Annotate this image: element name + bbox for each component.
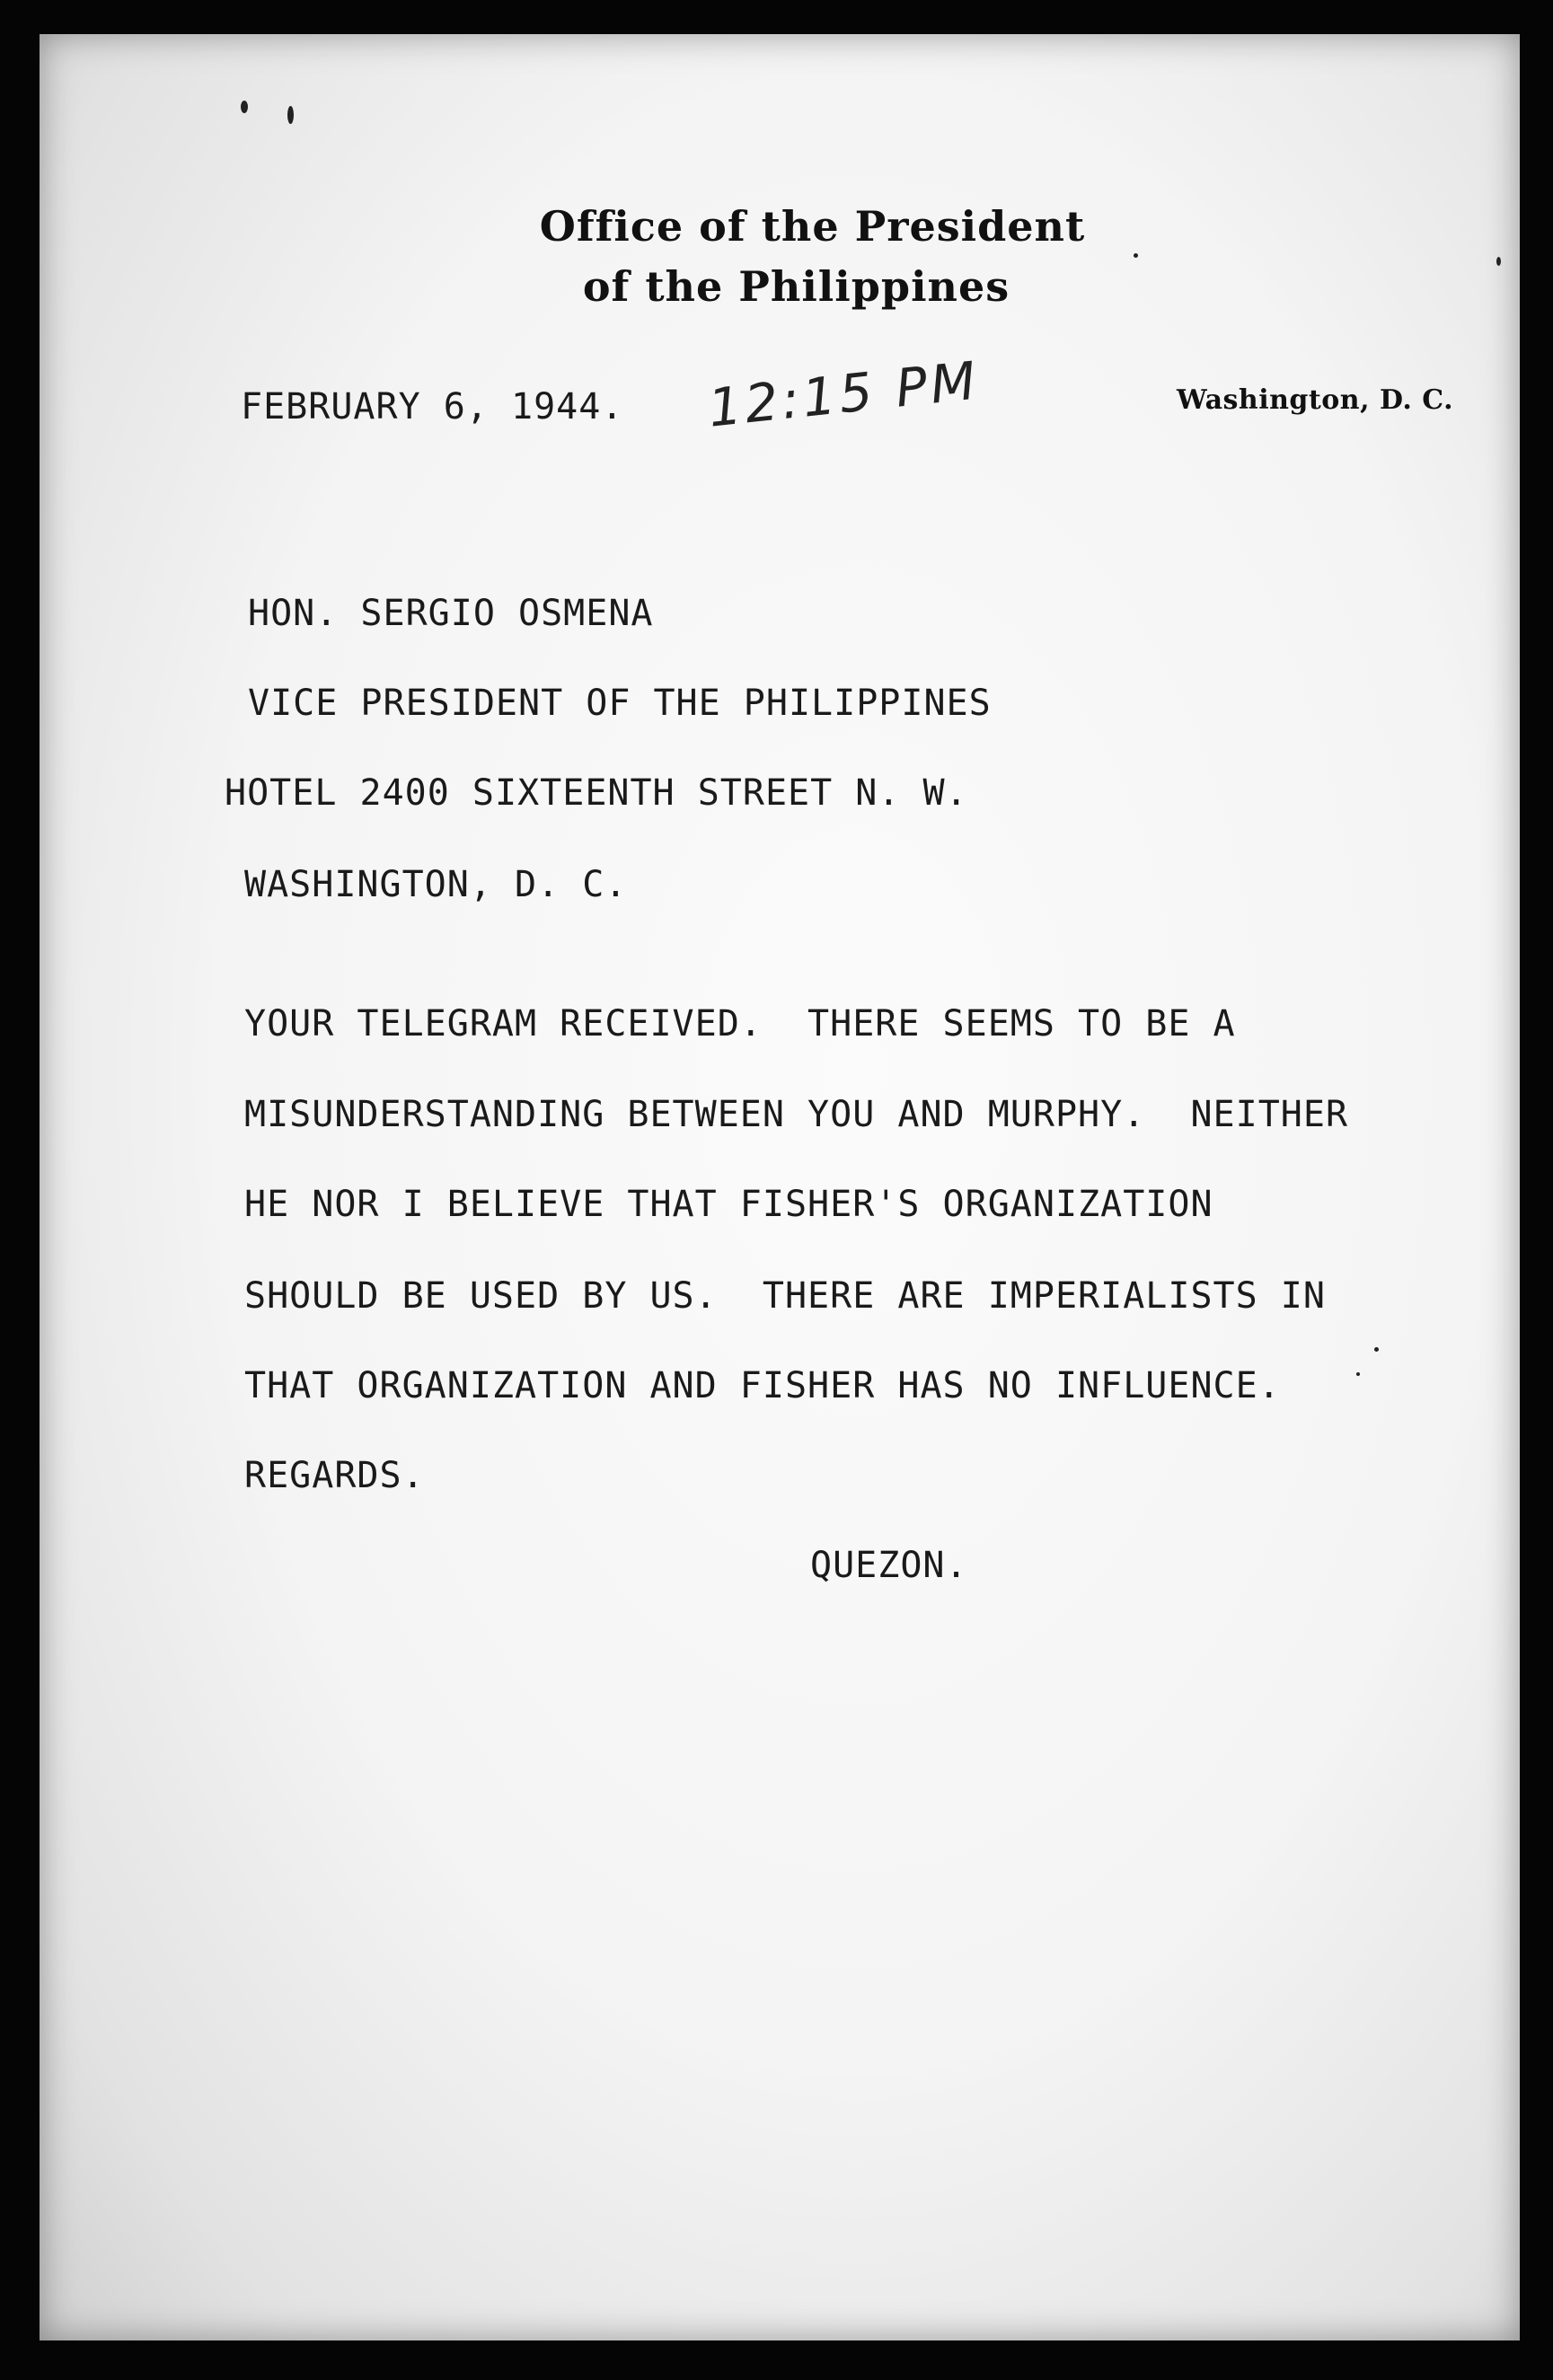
body-line: REGARDS. — [244, 1455, 425, 1496]
letterhead-city: Washington, D. C. — [1177, 384, 1454, 416]
signature: QUEZON. — [810, 1545, 968, 1586]
address-line: HON. SERGIO OSMENA — [248, 593, 654, 634]
scan-speck — [287, 106, 294, 124]
letterhead-line-1: Office of the President — [539, 202, 1086, 251]
address-line: VICE PRESIDENT OF THE PHILIPPINES — [248, 683, 992, 724]
body-line: MISUNDERSTANDING BETWEEN YOU AND MURPHY. NEITHER — [244, 1094, 1349, 1135]
handwritten-time-note: 12:15 PM — [705, 349, 983, 439]
address-line: WASHINGTON, D. C. — [244, 864, 628, 905]
scan-speck — [1374, 1347, 1379, 1352]
letter-date: FEBRUARY 6, 1944. — [241, 386, 624, 428]
scan-speck — [241, 101, 248, 113]
body-line: HE NOR I BELIEVE THAT FISHER'S ORGANIZATION — [244, 1184, 1213, 1225]
address-line: HOTEL 2400 SIXTEENTH STREET N. W. — [225, 772, 968, 814]
scan-speck — [1134, 253, 1138, 258]
scan-speck — [1496, 257, 1501, 266]
body-line: SHOULD BE USED BY US. THERE ARE IMPERIALISTS IN — [244, 1275, 1326, 1317]
body-line: THAT ORGANIZATION AND FISHER HAS NO INFLUENCE. — [244, 1365, 1281, 1406]
scan-speck — [1356, 1372, 1360, 1376]
letterhead-line-2: of the Philippines — [582, 262, 1010, 311]
body-line: YOUR TELEGRAM RECEIVED. THERE SEEMS TO BE A — [244, 1003, 1236, 1045]
